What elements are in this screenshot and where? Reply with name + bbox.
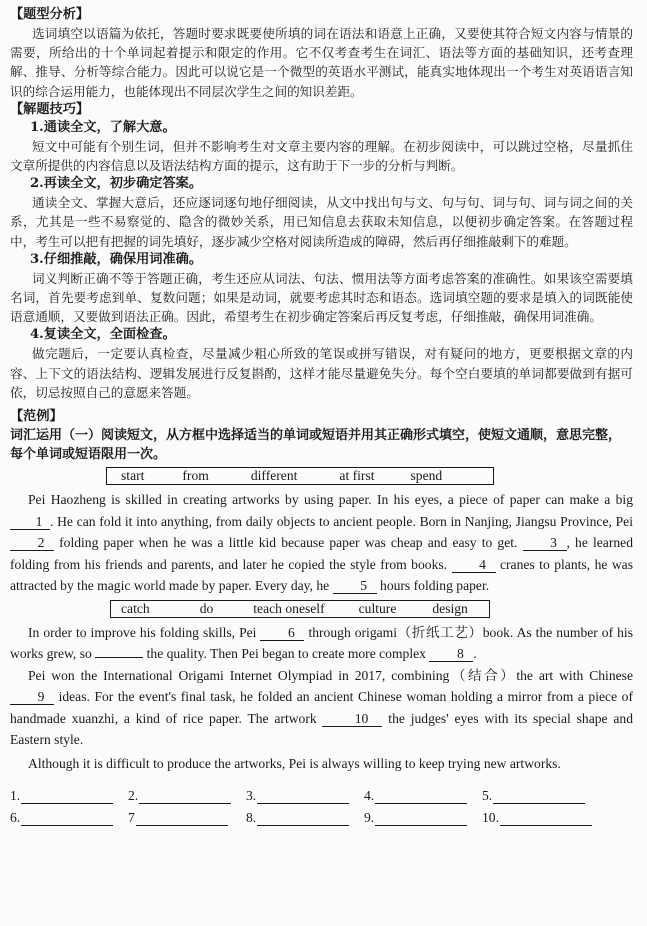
blank-3[interactable]: 3 xyxy=(523,535,567,551)
answer-number: 3. xyxy=(246,788,257,804)
passage-text: Pei xyxy=(615,513,633,529)
answer-line-6[interactable] xyxy=(21,811,113,826)
blank-2[interactable]: 2 xyxy=(10,535,54,551)
passage-text: folding paper when he was a little kid because paper was cheap and easy to get. xyxy=(59,535,518,551)
passage-text: learned folding from his friends and parents, and later he copied the style from books. xyxy=(10,535,633,572)
answer-item xyxy=(482,788,600,804)
tip1-title: 1.通读全文，了解大意。 xyxy=(30,119,176,135)
word-box-2 xyxy=(110,600,490,618)
passage-para-4: Although it is difficult to produce the artworks, Pei is always willing to keep trying new artworks. xyxy=(28,755,561,771)
tip4-title: 4.复读全文，全面检查。 xyxy=(30,327,176,343)
answer-item xyxy=(364,810,482,826)
tip3-text: 词义判断正确不等于答题正确，考生还应从词法、句法、惯用法等方面考虑答案的准确性。如果该空需要填名词，首先要考虑到单、复数问题；如果是动词，就要考虑其时态和语态。选词填空题的要求是填入的词既能使语意通顺，又要做到语法正确。因此，希望考生在初步确定答案后再反复考虑，仔细推敲，确保用词准确。 xyxy=(10,270,633,325)
answer-item xyxy=(128,788,246,804)
word-option: from xyxy=(182,468,209,484)
answer-row xyxy=(10,804,633,826)
blank-5[interactable]: 5 xyxy=(333,578,377,594)
answer-item xyxy=(246,788,364,804)
blank-4[interactable]: 4 xyxy=(452,557,496,573)
answer-item xyxy=(10,788,128,804)
answer-item xyxy=(364,788,482,804)
skills-heading: 【解题技巧】 xyxy=(10,101,90,117)
answer-line-9[interactable] xyxy=(375,811,467,826)
answer-number: 9. xyxy=(364,810,375,826)
word-option: catch xyxy=(121,600,150,616)
passage-text: of handmade xuanzhi, a kind of rice paper. The artwork xyxy=(10,689,633,726)
answer-line-1[interactable] xyxy=(21,789,113,804)
word-option: design xyxy=(432,600,468,616)
word-option: do xyxy=(199,600,214,616)
passage-text: hours folding paper. xyxy=(380,578,490,594)
answer-number: 8. xyxy=(246,810,257,826)
blank-1[interactable]: 1 xyxy=(10,514,50,530)
passage-text: cranes to xyxy=(500,556,550,572)
example-instructions: 词汇运用（一）阅读短文，从方框中选择适当的单词或短语并用其正确形式填空，使短文通顺，意思完整，每个单词或短语限用一次。 xyxy=(10,428,622,463)
answer-line-8[interactable] xyxy=(257,811,349,826)
analysis-text: 选词填空以语篇为依托，答题时要求既要使所填的词在语法和语意上正确，又要使其符合短文内容与情景的需要，所给出的十个单词起着提示和限定的作用。它不仅考查考生在词汇、语法等方面的基础知识，还考查理解、推导、分析等综合能力。因此可以说它是一个微型的英语水平测试，能真实地体现出一个考生对英语语言知识的综合运用能力，也能体现出不同层次学生之间的知识差距。 xyxy=(10,26,633,99)
blank-10[interactable]: 10 xyxy=(322,711,382,727)
answer-line-10[interactable] xyxy=(500,811,592,826)
answer-number: 4. xyxy=(364,788,375,804)
answer-item xyxy=(246,810,364,826)
answer-row xyxy=(10,782,633,804)
answer-number: 6. xyxy=(10,810,21,826)
answer-line-4[interactable] xyxy=(375,789,467,804)
tip2-title: 2.再读全文，初步确定答案。 xyxy=(30,176,203,192)
answer-lines xyxy=(10,782,633,826)
passage-text: Pei Haozheng is skilled in creating artworks by using paper. In his eyes, a piece of xyxy=(28,492,505,508)
answer-number: 5. xyxy=(482,788,493,804)
passage-text: the quality. Then Pei began to create more complex xyxy=(146,646,426,662)
blank-6[interactable]: 6 xyxy=(260,625,304,641)
answer-number: 1. xyxy=(10,788,21,804)
answer-item xyxy=(482,810,600,826)
answer-number: 2. xyxy=(128,788,139,804)
tip3-title: 3.仔细推敲，确保用词准确。 xyxy=(30,251,203,267)
passage-text: ideas. For the event's final task, he folded an ancient Chinese woman holding a mirror from a piece xyxy=(58,689,618,705)
passage-text: , he xyxy=(566,535,588,551)
example-heading: 【范例】 xyxy=(10,409,63,425)
tip2-text: 通读全文、掌握大意后，还应逐词逐句地仔细阅读，从文中找出句与文、句与句、词与句、词与词之间的关系，尤其是一些不易察觉的、隐含的微妙关系，用已知信息去获取未知信息，以便初步确定答案。在答题过程中，考生可以把有把握的词先填好，逐步减少空格对阅读所造成的障碍，然后再仔细推敲剩下的难题。 xyxy=(10,195,633,249)
word-box-1 xyxy=(106,467,494,485)
answer-number: 7 xyxy=(128,810,135,826)
answer-item xyxy=(10,810,128,826)
blank-8[interactable]: 8 xyxy=(429,646,473,662)
word-option: teach oneself xyxy=(253,600,325,616)
passage-text: . He can fold it into anything, from daily objects to ancient people. Born in Nanjing, Jiangsu Province, xyxy=(50,513,612,529)
word-option: different xyxy=(250,468,298,484)
answer-line-2[interactable] xyxy=(139,789,231,804)
word-option: spend xyxy=(410,468,443,484)
answer-line-5[interactable] xyxy=(493,789,585,804)
passage-text: his works grew, so xyxy=(10,624,633,662)
answer-item xyxy=(128,810,246,826)
analysis-heading: 【题型分析】 xyxy=(10,7,90,22)
passage-text: plants, he was attracted by the magic world made by paper. Every day, he xyxy=(10,556,634,594)
word-option: at first xyxy=(339,468,375,484)
tip4-text: 做完题后，一定要认真检查，尽量减少粗心所致的笔误或拼写错误，对有疑问的地方，更要根据文章的内容、上下文的语法结构、逻辑发展进行反复斟酌，这样才能尽量避免失分。每个空白要填的单词都要做到有据可依，切忌按照自己的意愿来答题。 xyxy=(10,346,633,400)
passage-text: paper can make a big xyxy=(509,492,633,508)
passage-text: In order to improve his folding skills, Pei xyxy=(28,624,257,640)
passage-text: through origami（折纸工艺）book. As the number of xyxy=(308,624,614,640)
passage-text: Eastern style. xyxy=(10,732,84,748)
answer-number: 10. xyxy=(482,810,499,826)
passage-text: . xyxy=(473,646,477,662)
passage-text: the judges' eyes with its special shape and xyxy=(388,710,633,726)
word-option: culture xyxy=(358,600,397,616)
word-option: start xyxy=(121,468,145,484)
answer-line-3[interactable] xyxy=(257,789,349,804)
tip1-text: 短文中可能有个别生词，但并不影响考生对文章主要内容的理解。在初步阅读中，可以跳过空格，尽量抓住文章所提供的内容信息以及语法结构方面的提示，这有助于下一步的分析与判断。 xyxy=(10,138,633,174)
passage-para-2 xyxy=(10,622,633,665)
blank-9[interactable]: 9 xyxy=(10,689,54,705)
passage-para-3 xyxy=(10,665,633,751)
passage-text: Pei won the International Origami Internet Olympiad in 2017, combining（结合）the art with Chinese xyxy=(28,667,633,683)
blank-7[interactable] xyxy=(95,657,143,658)
answer-line-7[interactable] xyxy=(136,811,228,826)
passage-para-1 xyxy=(10,489,633,597)
